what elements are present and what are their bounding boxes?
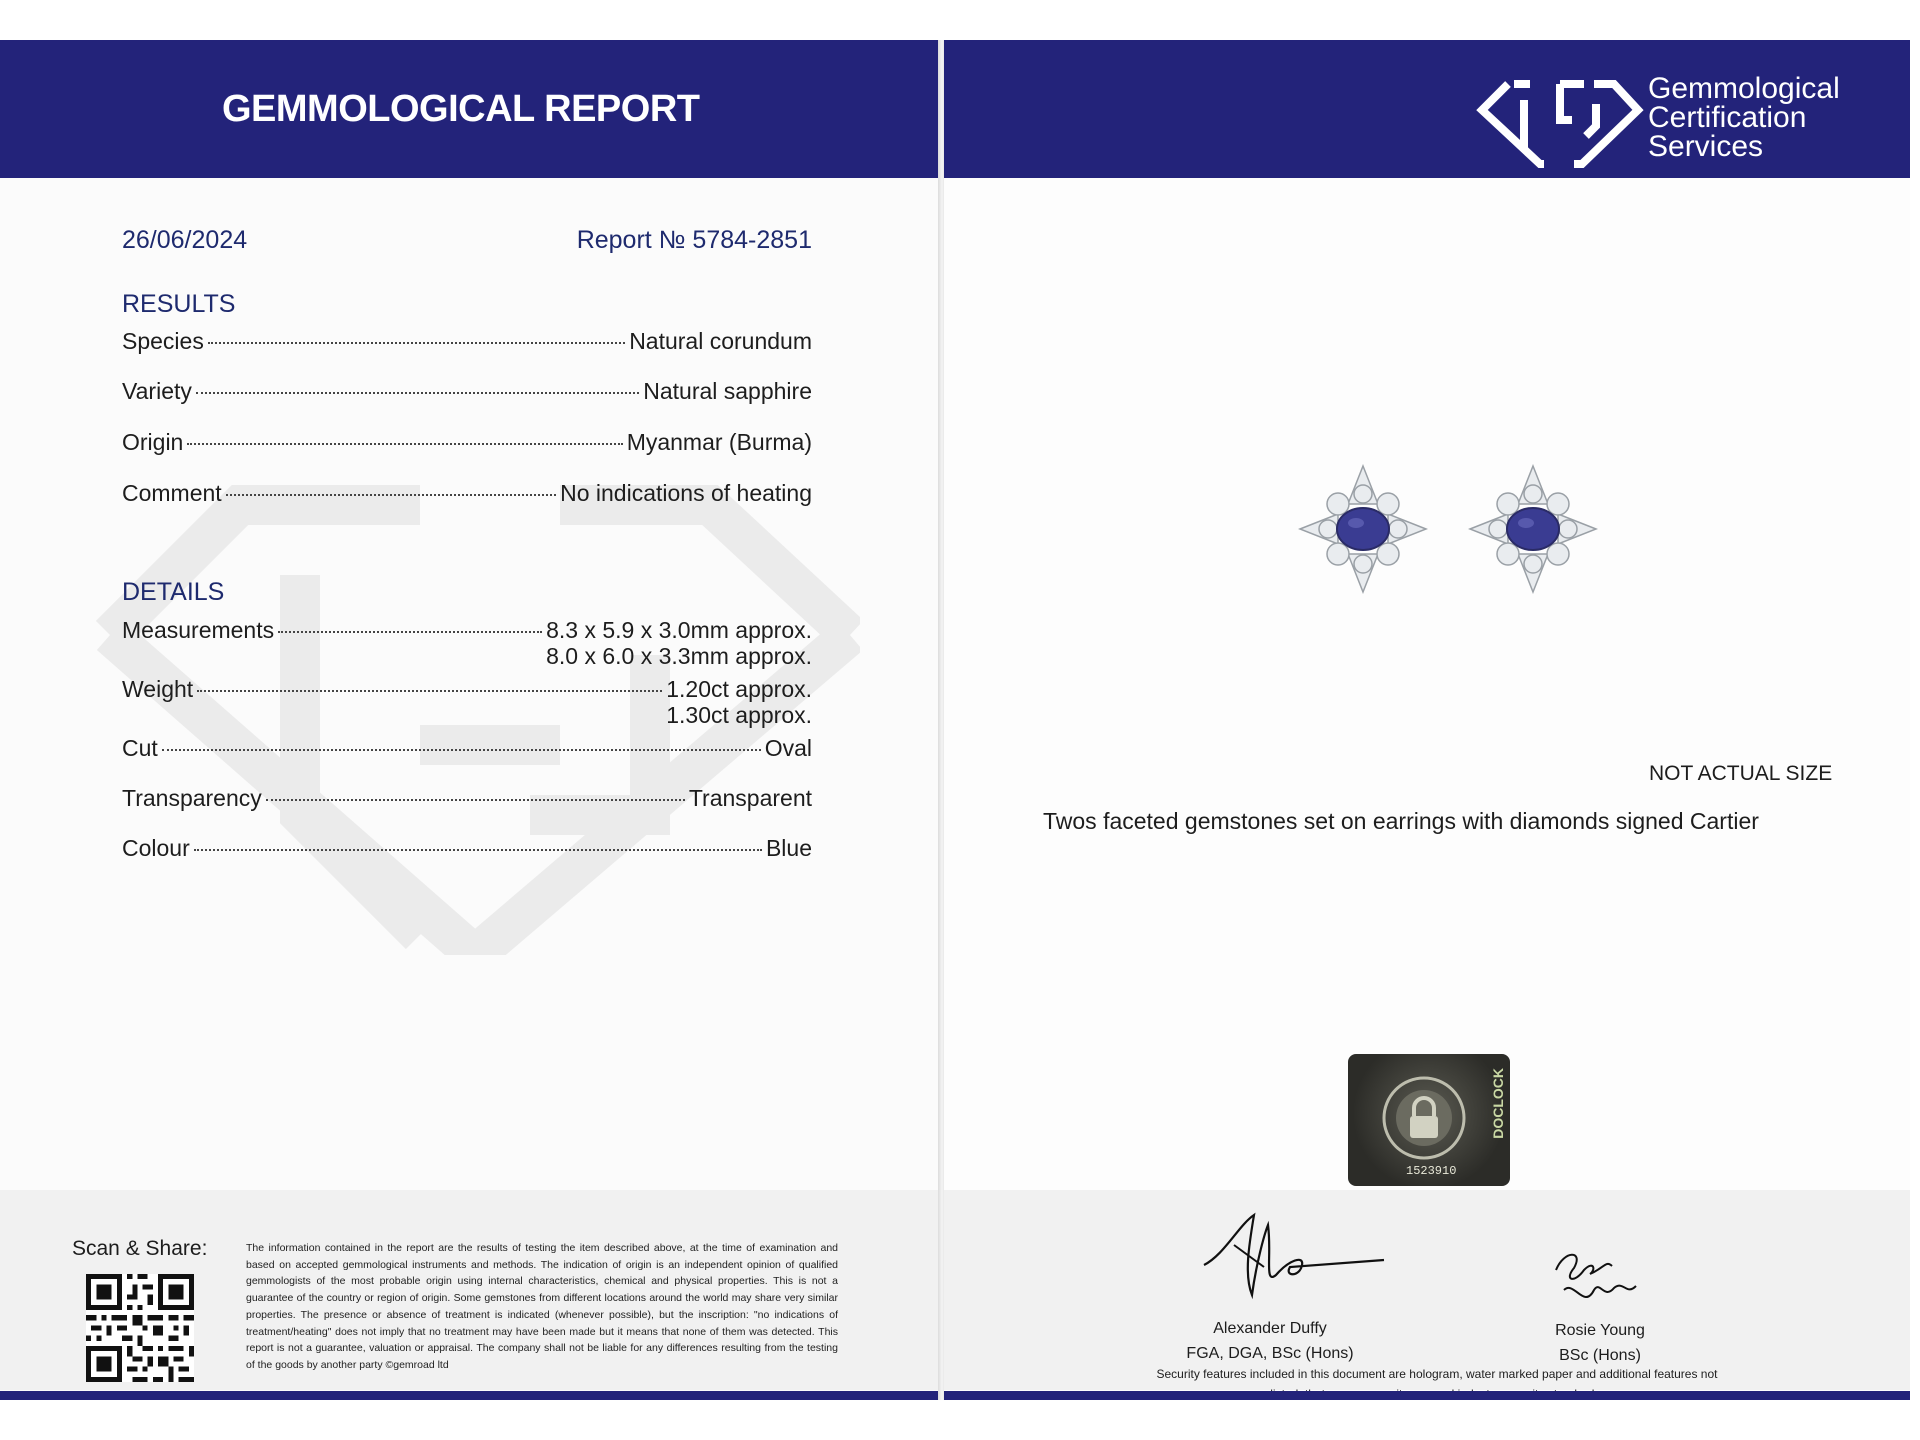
footer-area: [944, 1190, 1910, 1390]
logo-line-2: Certification: [1648, 101, 1807, 134]
earring-image-right: [1468, 464, 1598, 594]
bottom-band: [944, 1391, 1910, 1400]
qr-code[interactable]: [86, 1274, 194, 1382]
result-row-comment: [122, 480, 812, 507]
signature-rosie-young: [1544, 1240, 1654, 1320]
security-hologram: [1348, 1054, 1510, 1186]
signature-alexander-duffy: [1194, 1205, 1394, 1305]
header-band: [944, 40, 1910, 178]
row-label: Origin: [122, 429, 184, 455]
padlock-icon: [1382, 1076, 1466, 1160]
scan-share-label: Scan & Share:: [72, 1237, 208, 1260]
report-number: Report № 5784-2851: [576, 226, 812, 254]
row-label: Comment: [122, 480, 222, 506]
earring-image-left: [1298, 464, 1428, 594]
details-heading: DETAILS: [122, 578, 225, 606]
signatory-1-name: Alexander Duffy: [1213, 1320, 1327, 1337]
row-label: Species: [122, 328, 204, 354]
header-band: [0, 40, 940, 178]
row-value: Natural corundum: [629, 328, 812, 354]
signatory-1-title: FGA, DGA, BSc (Hons): [1186, 1345, 1354, 1362]
bottom-band: [0, 1391, 940, 1400]
row-value: Myanmar (Burma): [626, 429, 812, 455]
hologram-code: 1523910: [1406, 1164, 1457, 1178]
row-value: 8.3 x 5.9 x 3.0mm approx.: [546, 617, 812, 643]
logo-line-1: Gemmological: [1648, 72, 1840, 105]
row-value: No indications of heating: [560, 480, 812, 506]
row-label: Cut: [122, 735, 158, 761]
row-label: Transparency: [122, 785, 262, 811]
row-value: Blue: [765, 835, 812, 861]
row-value: Transparent: [688, 785, 812, 811]
signatory-2-name: Rosie Young: [1555, 1322, 1645, 1339]
signatory-2-title: BSc (Hons): [1559, 1347, 1641, 1364]
detail-row-weight: [122, 676, 812, 703]
detail-row-colour: [122, 835, 812, 862]
row-value-second: 1.30ct approx.: [666, 702, 812, 728]
result-row-species: [122, 328, 812, 355]
row-value: Oval: [764, 735, 812, 761]
row-label: Variety: [122, 378, 192, 404]
result-row-variety: [122, 378, 812, 405]
result-row-origin: [122, 429, 812, 456]
results-heading: RESULTS: [122, 290, 236, 318]
logo-line-3: Services: [1648, 130, 1764, 163]
logo-text: [1648, 74, 1840, 161]
row-label: Colour: [122, 835, 190, 861]
report-title: GEMMOLOGICAL REPORT: [222, 88, 700, 130]
row-label: Measurements: [122, 617, 275, 643]
item-description: Twos faceted gemstones set on earrings with diamonds signed Cartier: [1043, 808, 1759, 834]
disclaimer-text: The information contained in the report are the results of testing the item described above, at the time of examination and based on accepted gemmological instruments and methods. The indication of origin is an independent opinion of qualified gemmologists of the most probable origin using internal characteristics, chemical and physical properties. This is not a guarantee of the country or region of origin. Some gemstones from different locations around the world may share very similar properties. The presence or absence of treatment is indicated (whenever possible), but the inscription: "no indications of treatment/heating" does not imply that no treatment may have been made but it means that none of them was detected. This report is not a guarantee, valuation or appraisal. The company shall not be liable for any differences resulting from the testing of the goods by another party ©gemroad ltd: [246, 1242, 838, 1371]
row-label: Weight: [122, 676, 194, 702]
not-actual-size-label: NOT ACTUAL SIZE: [1649, 762, 1833, 785]
row-value: 1.20ct approx.: [666, 676, 812, 702]
gcs-logo-icon: [1474, 60, 1644, 170]
report-right-page: [944, 40, 1910, 1400]
detail-row-transparency: [122, 785, 812, 812]
row-value: Natural sapphire: [643, 378, 812, 404]
hologram-brand: DOCLOCK: [1490, 1068, 1506, 1139]
row-value-second: 8.0 x 6.0 x 3.3mm approx.: [546, 643, 812, 669]
report-date: 26/06/2024: [122, 226, 248, 254]
detail-row-measurements: [122, 617, 812, 644]
security-note: Security features included in this document are hologram, water marked paper and additional features not: [1156, 1367, 1718, 1381]
detail-row-cut: [122, 735, 812, 762]
report-left-page: [0, 40, 940, 1400]
